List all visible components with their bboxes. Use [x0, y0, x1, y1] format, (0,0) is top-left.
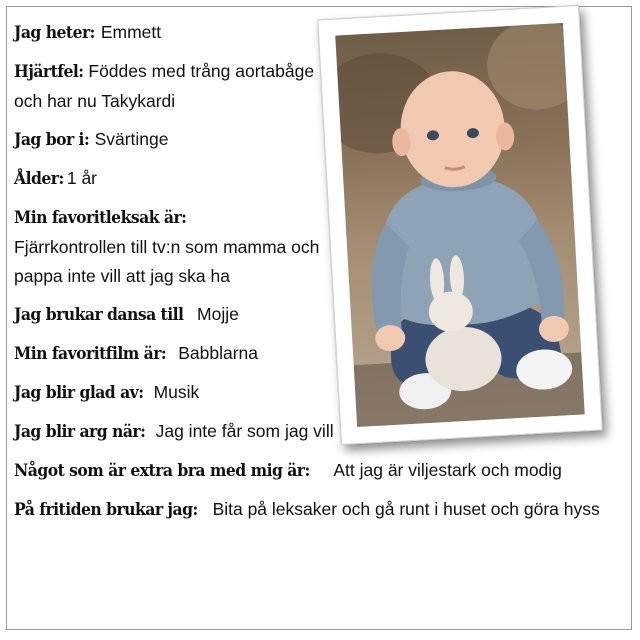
- row-label: Jag bor i:: [14, 130, 90, 150]
- row-favorite-film: [14, 339, 334, 369]
- row-value: Föddes med trång aortabåge och har nu Takykardi: [14, 61, 315, 111]
- row-label: Min favoritfilm är:: [14, 344, 167, 364]
- row-label: Ålder:: [14, 169, 64, 189]
- row-value: Musik: [153, 382, 200, 402]
- row-value: Jag inte får som jag vill: [155, 421, 334, 441]
- row-label: Hjärtfel:: [14, 62, 84, 82]
- row-label: Jag blir glad av:: [14, 383, 144, 403]
- row-value: Svärtinge: [94, 129, 169, 149]
- row-label: Jag heter:: [14, 23, 95, 43]
- baby-illustration: [335, 23, 585, 427]
- row-label: Något som är extra bra med mig är:: [14, 461, 310, 481]
- row-label: Min favoritleksak är:: [14, 208, 187, 228]
- row-lives-in: [14, 125, 334, 155]
- row-age: [14, 164, 334, 194]
- row-favorite-toy: [14, 203, 334, 291]
- row-extra-good: [14, 456, 614, 486]
- row-value: Babblarna: [178, 343, 259, 363]
- bg-blur: [485, 23, 585, 112]
- row-name: [14, 18, 334, 48]
- row-happy: [14, 378, 334, 408]
- row-heart-defect: [14, 57, 334, 116]
- row-label: Jag brukar dansa till: [14, 305, 184, 325]
- row-value: Bita på leksaker och gå runt i huset och göra hyss: [212, 499, 600, 519]
- row-value: Att jag är viljestark och modig: [333, 460, 562, 480]
- baby-photo-icon: [335, 23, 585, 427]
- row-angry: [14, 417, 374, 447]
- row-value: Mojje: [197, 304, 239, 324]
- row-label: Jag blir arg när:: [14, 422, 146, 442]
- row-dance: [14, 300, 334, 330]
- row-label: På fritiden brukar jag:: [14, 500, 198, 520]
- photo-frame: [317, 5, 602, 445]
- row-value: Fjärrkontrollen till tv:n som mamma och pappa inte vill att jag ska ha: [14, 237, 320, 286]
- row-free-time: [14, 495, 614, 525]
- row-value: Emmett: [100, 22, 162, 42]
- row-value: 1 år: [66, 168, 98, 188]
